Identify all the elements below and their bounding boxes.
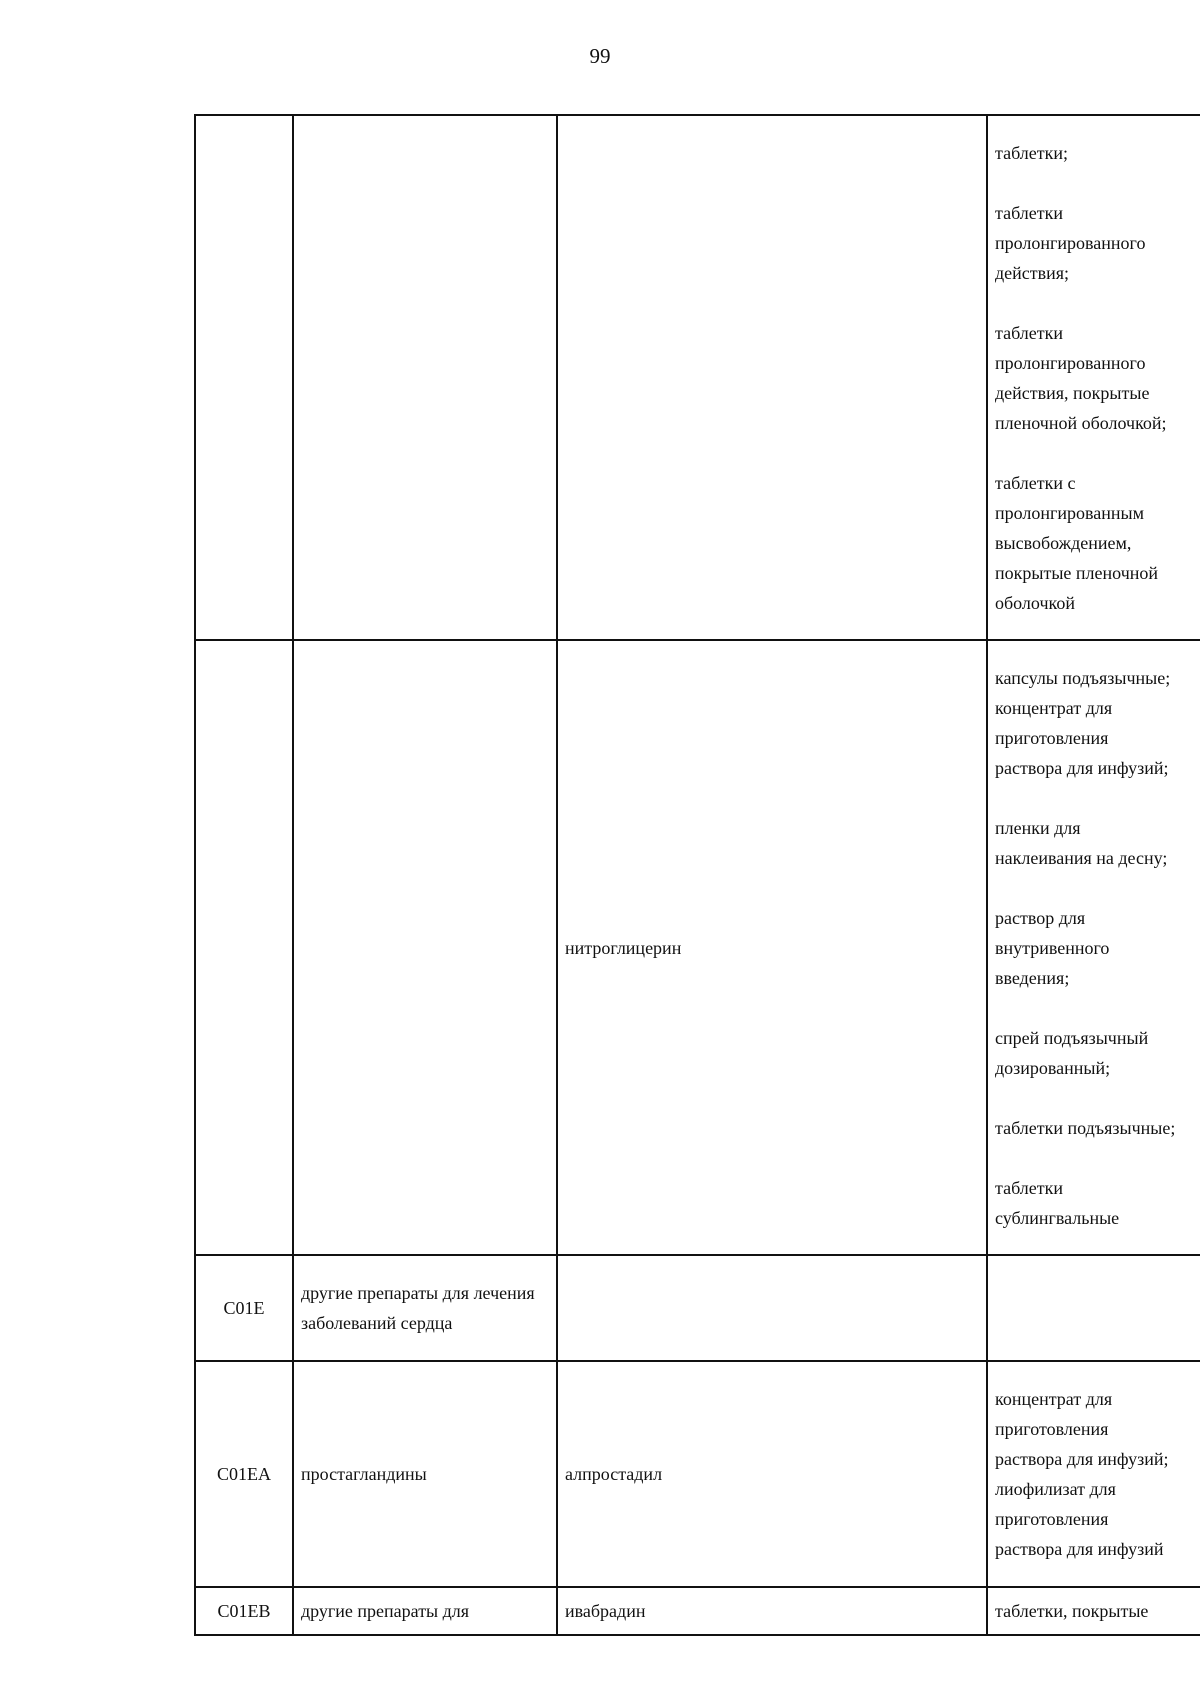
atc-code-cell: C01EA xyxy=(195,1361,293,1587)
dosage-form: таблетки сублингвальные xyxy=(995,1177,1120,1228)
dosage-form: таблетки, покрытые xyxy=(995,1601,1149,1621)
dosage-form: концентрат для приготовления раствора для инфузий; лиофилизат для приготовления раствора для инфузий xyxy=(995,1389,1169,1559)
dosage-form: пленки для наклеивания на десну; xyxy=(995,817,1168,868)
drug-name-cell: нитроглицерин xyxy=(557,640,987,1255)
dosage-form-cell xyxy=(987,1587,1200,1635)
table-row xyxy=(195,1587,1200,1635)
atc-code-cell xyxy=(195,640,293,1255)
dosage-form-cell xyxy=(987,1255,1200,1361)
dosage-form-cell xyxy=(987,640,1200,1255)
group-cell xyxy=(293,640,557,1255)
drug-name-cell xyxy=(557,1255,987,1361)
dosage-form: таблетки пролонгированного действия; xyxy=(995,202,1146,283)
table-row xyxy=(195,640,1200,1255)
drug-name-cell: ивабрадин xyxy=(557,1587,987,1635)
group-cell xyxy=(293,115,557,640)
dosage-form: таблетки подъязычные; xyxy=(995,1117,1176,1138)
dosage-form: таблетки; xyxy=(995,142,1069,163)
drug-table xyxy=(194,114,1200,1636)
page-number: 99 xyxy=(589,44,611,68)
table-row xyxy=(195,1255,1200,1361)
drug-name-cell: алпростадил xyxy=(557,1361,987,1587)
dosage-form-cell xyxy=(987,115,1200,640)
atc-code-cell xyxy=(195,115,293,640)
group-cell: другие препараты для xyxy=(293,1587,557,1635)
group-cell: простагландины xyxy=(293,1361,557,1587)
dosage-form: таблетки пролонгированного действия, покрытые пленочной оболочкой; xyxy=(995,322,1167,433)
dosage-form: раствор для внутривенного введения; xyxy=(995,907,1110,988)
dosage-form: капсулы подъязычные; концентрат для приготовления раствора для инфузий; xyxy=(995,667,1171,778)
table-row xyxy=(195,115,1200,640)
dosage-form: таблетки с пролонгированным высвобождением, покрытые пленочной оболочкой xyxy=(995,472,1159,613)
dosage-form: спрей подъязычный дозированный; xyxy=(995,1027,1149,1078)
atc-code-cell: C01E xyxy=(195,1255,293,1361)
table-row xyxy=(195,1361,1200,1587)
dosage-form-cell xyxy=(987,1361,1200,1587)
drug-name-cell xyxy=(557,115,987,640)
atc-code-cell: C01EB xyxy=(195,1587,293,1635)
group-cell: другие препараты для лечения заболеваний сердца xyxy=(293,1255,557,1361)
